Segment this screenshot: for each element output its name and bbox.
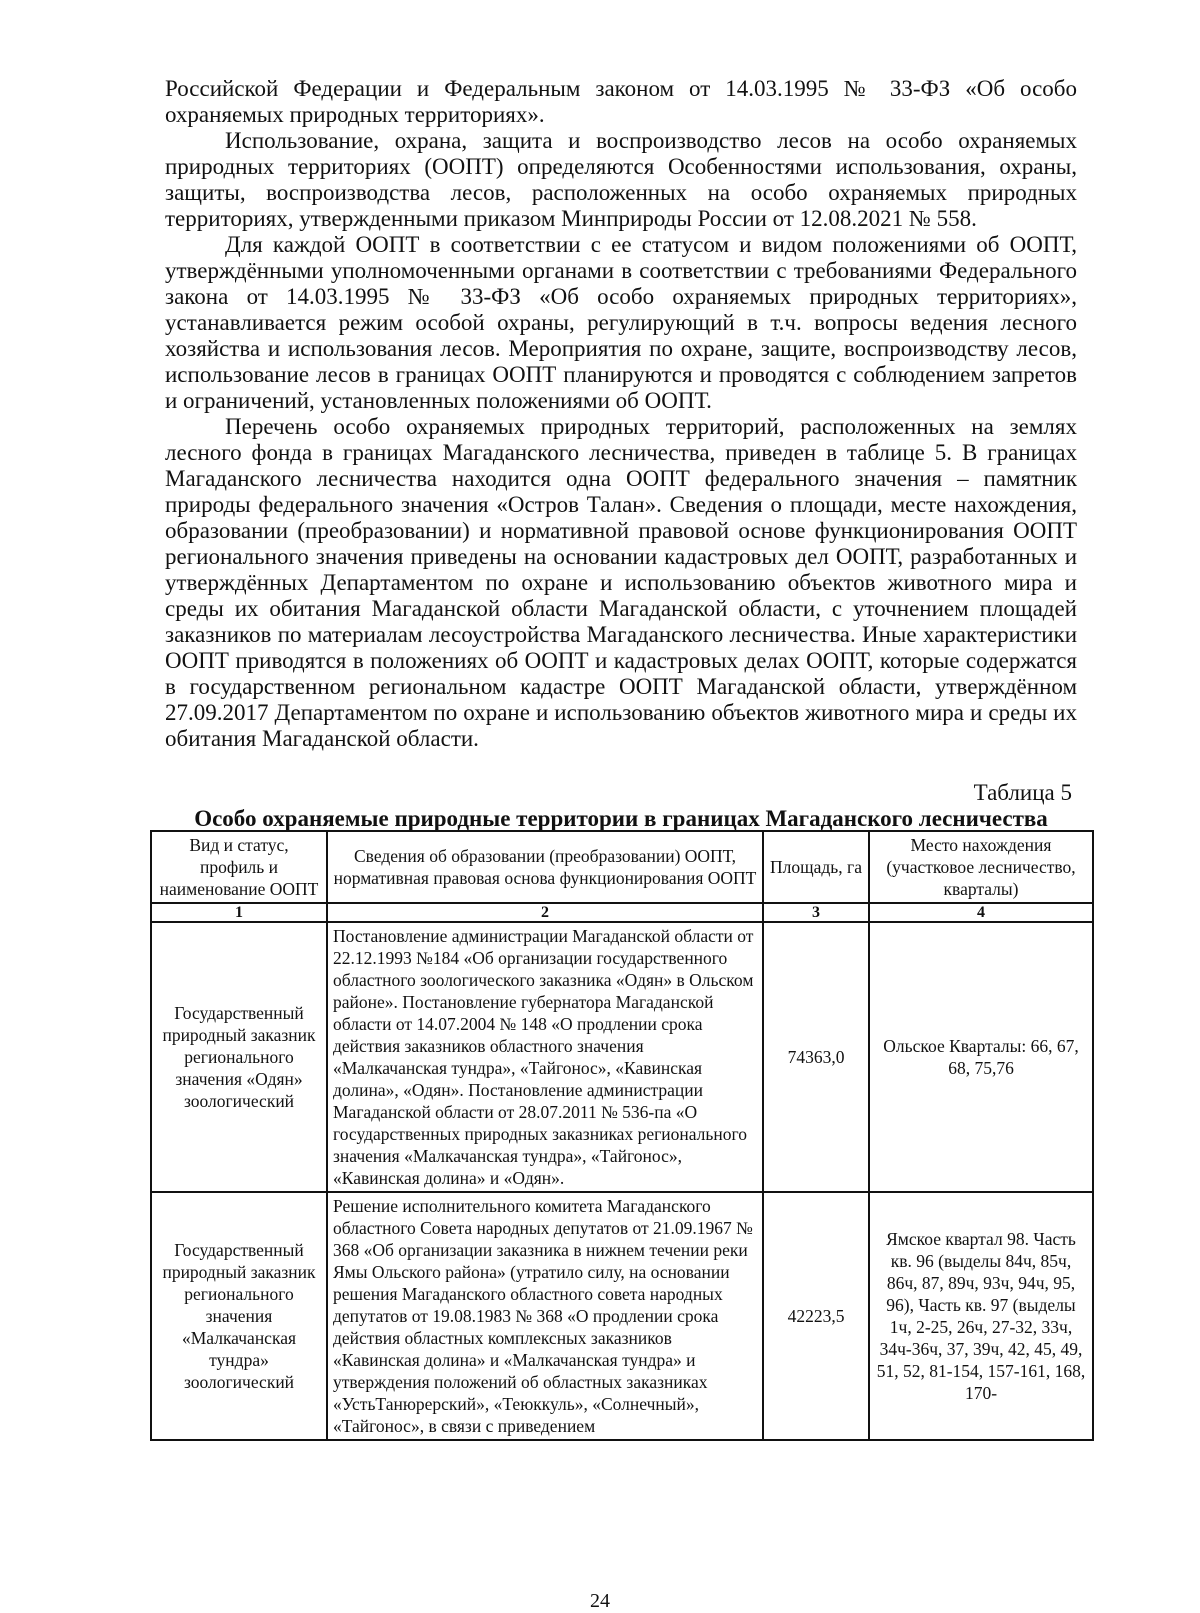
table-row xyxy=(151,922,1093,1192)
oopt-area: 42223,5 xyxy=(763,1192,869,1440)
column-number: 4 xyxy=(869,903,1093,922)
oopt-table xyxy=(150,830,1094,1441)
column-number-row xyxy=(151,903,1093,922)
column-number: 1 xyxy=(151,903,327,922)
column-number: 2 xyxy=(327,903,763,922)
paragraph-4: Перечень особо охраняемых природных территорий, расположенных на землях лесного фонда в границах Магаданского лесничества, приведен в таблице 5. В границах Магаданского лесничества находится одна ООПТ федерального значения – памятник природы федерального значения «Остров Талан». Сведения о площади, месте нахождения, образовании (преобразовании) и нормативной правовой основе функционирования ООПТ регионального значения приведены на основании кадастровых дел ООПТ, разработанных и утверждённых Департаментом по охране и использованию объектов животного мира и среды их обитания Магаданской области Магаданской области, с уточнением площадей заказников по материалам лесоустройства Магаданского лесничества. Иные характеристики ООПТ приводятся в положениях об ООПТ и кадастровых делах ООПТ, которые содержатся в государственном региональном кадастре ООПТ Магаданской области, утверждённом 27.09.2017 Департаментом по охране и использованию объектов животного мира и среды их обитания Магаданской области. xyxy=(165,414,1077,751)
table-label: Таблица 5 xyxy=(973,780,1072,805)
header-location: Место нахождения (участковое лесничество, кварталы) xyxy=(869,831,1093,903)
body-text xyxy=(165,76,1077,752)
table-row xyxy=(151,1192,1093,1440)
oopt-location: Ямское квартал 98. Часть кв. 96 (выделы 84ч, 85ч, 86ч, 87, 89ч, 93ч, 94ч, 95, 96), Часть кв. 97 (выделы 1ч, 2-25, 26ч, 27-32, 33ч, 34ч-36ч, 37, 39ч, 42, 45, 49, 51, 52, 81-154, 157-161, 168, 170- xyxy=(869,1192,1093,1440)
table-title: Особо охраняемые природные территории в границах Магаданского лесничества xyxy=(194,806,1048,831)
header-name: Вид и статус, профиль и наименование ООПТ xyxy=(151,831,327,903)
paragraph-2: Использование, охрана, защита и воспроизводство лесов на особо охраняемых природных территориях (ООПТ) определяются Особенностями использования, охраны, защиты, воспроизводства лесов, расположенных на особо охраняемых природных территориях, утвержденными приказом Минприроды России от 12.08.2021 № 558. xyxy=(165,128,1077,231)
oopt-basis: Постановление администрации Магаданской области от 22.12.1993 №184 «Об организации государственного областного зоологического заказника «Одян» в Ольском районе». Постановление губернатора Магаданской области от 14.07.2004 № 148 «О продлении срока действия заказников областного значения «Малкачанская тундра», «Тайгонос», «Кавинская долина», «Одян». Постановление администрации Магаданской области от 28.07.2011 № 536-па «О государственных природных заказниках регионального значения «Малкачанская тундра», «Тайгонос», «Кавинская долина» и «Одян». xyxy=(327,922,763,1192)
column-number: 3 xyxy=(763,903,869,922)
oopt-area: 74363,0 xyxy=(763,922,869,1192)
oopt-name: Государственный природный заказник регионального значения «Одян» зоологический xyxy=(151,922,327,1192)
oopt-location: Ольское Кварталы: 66, 67, 68, 75,76 xyxy=(869,922,1093,1192)
paragraph-1: Российской Федерации и Федеральным законом от 14.03.1995 № 33-ФЗ «Об особо охраняемых природных территориях». xyxy=(165,76,1077,127)
oopt-basis: Решение исполнительного комитета Магаданского областного Совета народных депутатов от 21.09.1967 № 368 «Об организации заказника в нижнем течении реки Ямы Ольского района» (утратило силу, на основании решения Магаданского областного совета народных депутатов от 19.08.1983 № 368 «О продлении срока действия областных комплексных заказников «Кавинская долина» и «Малкачанская тундра» и утверждения положений об областных заказниках «УстьТанюрерский», «Теюккуль», «Солнечный», «Тайгонос», в связи с приведением xyxy=(327,1192,763,1440)
page-number: 24 xyxy=(590,1590,610,1612)
oopt-name: Государственный природный заказник регионального значения «Малкачанская тундра» зоологический xyxy=(151,1192,327,1440)
table-header-row xyxy=(151,831,1093,903)
paragraph-3: Для каждой ООПТ в соответствии с ее статусом и видом положениями об ООПТ, утверждёнными уполномоченными органами в соответствии с требованиями Федерального закона от 14.03.1995 № 33-ФЗ «Об особо охраняемых природных территориях», устанавливается режим особой охраны, регулирующий в т.ч. вопросы ведения лесного хозяйства и использования лесов. Мероприятия по охране, защите, воспроизводству лесов, использование лесов в границах ООПТ планируются и проводятся с соблюдением запретов и ограничений, установленных положениями об ООПТ. xyxy=(165,232,1077,413)
header-basis: Сведения об образовании (преобразовании) ООПТ, нормативная правовая основа функционирования ООПТ xyxy=(327,831,763,903)
header-area: Площадь, га xyxy=(763,831,869,903)
